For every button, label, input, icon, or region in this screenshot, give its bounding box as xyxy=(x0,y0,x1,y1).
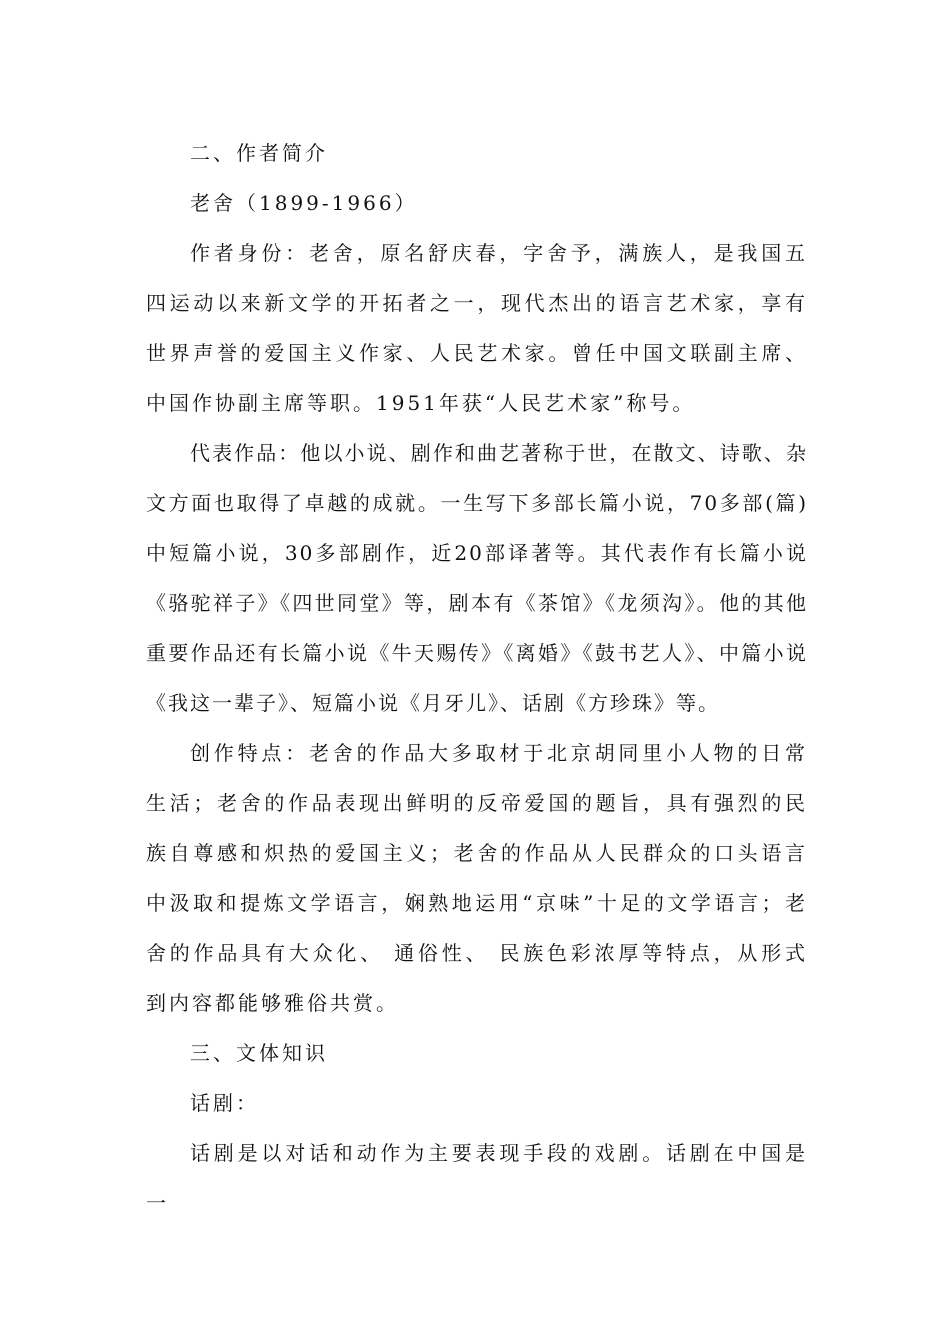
document-body xyxy=(146,128,808,1228)
paragraph-creative-features: 创作特点：老舍的作品大多取材于北京胡同里小人物的日常生活；老舍的作品表现出鲜明的反帝爱国的题旨，具有强烈的民族自尊感和炽热的爱国主义；老舍的作品从人民群众的口头语言中汲取和提炼文学语言，娴熟地运用“京味”十足的文学语言；老舍的作品具有大众化、 通俗性、 民族色彩浓厚等特点，从形式到内容都能够雅俗共赏。 xyxy=(146,741,808,1015)
section-heading-author-intro: 二、作者简介 xyxy=(190,141,328,165)
author-name-line: 老舍（1899-1966） xyxy=(190,191,418,215)
paragraph-representative-works: 代表作品：他以小说、剧作和曲艺著称于世，在散文、诗歌、杂文方面也取得了卓越的成就。一生写下多部长篇小说，70多部(篇)中短篇小说，30多部剧作，近20部译著等。其代表作有长篇小说《骆驼祥子》《四世同堂》等，剧本有《茶馆》《龙须沟》。他的其他重要作品还有长篇小说《牛天赐传》《离婚》《鼓书艺人》、中篇小说《我这一辈子》、短篇小说《月牙儿》、话剧《方珍珠》等。 xyxy=(146,441,808,715)
section-heading-genre-knowledge: 三、文体知识 xyxy=(190,1041,328,1065)
drama-label: 话剧： xyxy=(190,1091,259,1115)
paragraph-author-identity: 作者身份：老舍，原名舒庆春，字舍予，满族人，是我国五四运动以来新文学的开拓者之一，现代杰出的语言艺术家，享有世界声誉的爱国主义作家、人民艺术家。曾任中国文联副主席、中国作协副主席等职。1951年获“人民艺术家”称号。 xyxy=(146,241,808,415)
paragraph-drama-definition: 话剧是以对话和动作为主要表现手段的戏剧。话剧在中国是一 xyxy=(146,1141,808,1215)
